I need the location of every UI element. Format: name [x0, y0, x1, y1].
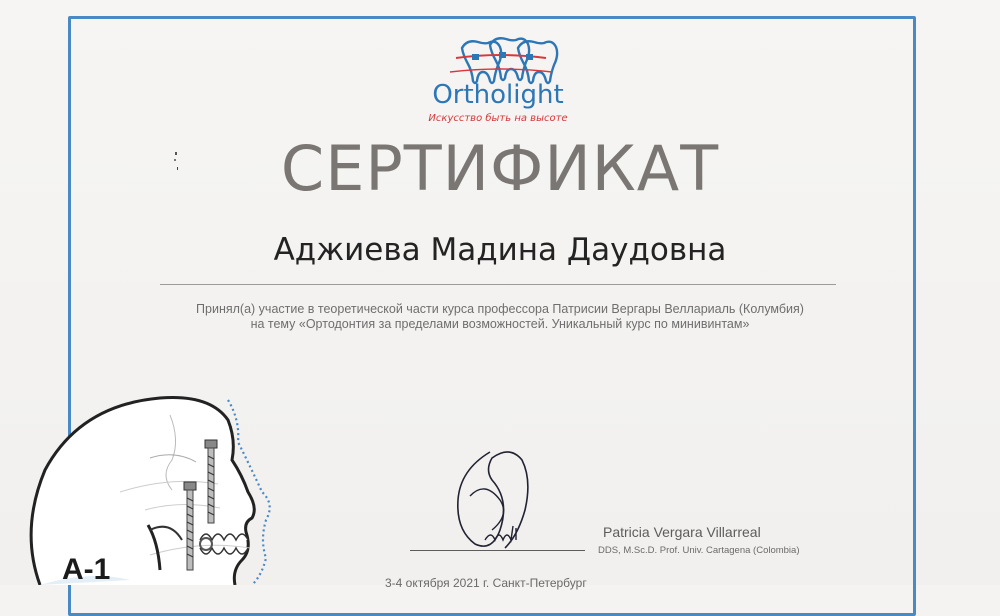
- certificate-title: СЕРТИФИКАТ: [280, 132, 720, 205]
- recipient-name: Аджиева Мадина Даудовна: [273, 232, 727, 268]
- signer-credentials: DDS, M.Sc.D. Prof. Univ. Cartagena (Colombia): [598, 545, 800, 556]
- paper-speck-marks: [172, 150, 182, 175]
- course-description-line-1: Принял(а) участие в теоретической части курса профессора Патрисии Вергары Веллариаль (Колумбия): [196, 302, 804, 316]
- course-description: [140, 302, 860, 332]
- recipient-underline: [160, 284, 836, 285]
- signature-line: [410, 550, 585, 551]
- brand-tagline: Искусство быть на высоте: [428, 113, 568, 124]
- event-date-location: 3-4 октября 2021 г. Санкт-Петербург: [385, 576, 587, 590]
- illustration-label: A-1: [62, 553, 111, 586]
- course-description-line-2: на тему «Ортодонтия за пределами возможностей. Уникальный курс по минивинтам»: [250, 317, 750, 331]
- handwritten-signature: [430, 440, 560, 560]
- skull-miniscrew-illustration: [0, 380, 300, 585]
- brand-name: Ortholight: [432, 80, 564, 110]
- signer-name: Patricia Vergara Villarreal: [603, 524, 761, 540]
